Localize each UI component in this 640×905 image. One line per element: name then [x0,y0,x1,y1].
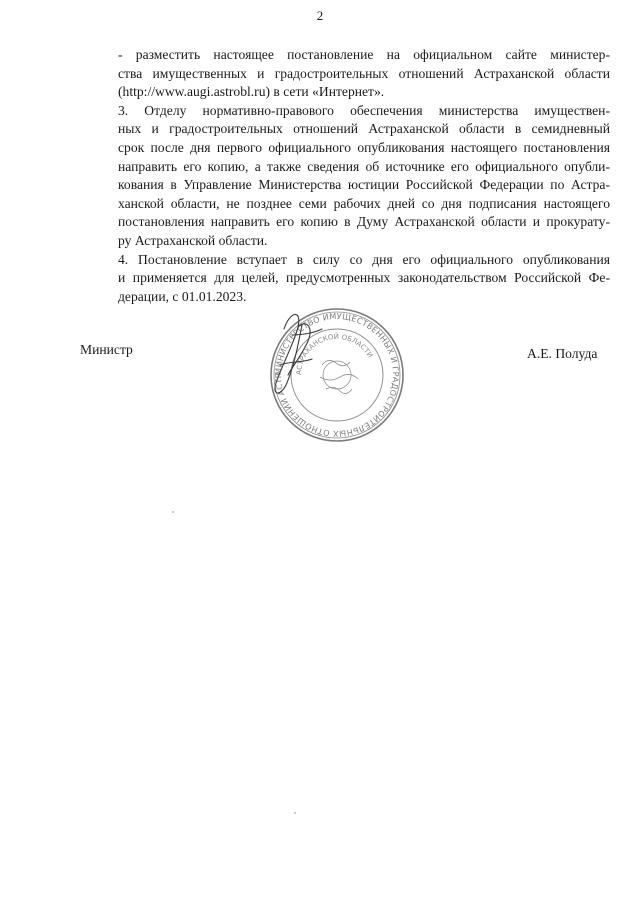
text-line: дерации, с 01.01.2023. [118,288,247,304]
seal-inner-text: АСТРАХАНСКОЙ ОБЛАСТИ [294,332,375,376]
document-body [80,46,610,306]
paragraph-item-4 [80,251,610,307]
paragraph-publish-website [80,46,610,102]
text-line: ства имущественных и градостроительных отношений Астраханской области [118,65,610,81]
seal-outer-text: МИНИСТЕРСТВО ИМУЩЕСТВЕННЫХ И ГРАДОСТРОИТЕЛЬНЫХ ОТНОШЕНИЙ АСТР [273,311,401,439]
text-line: и применяется для целей, предусмотренных законодательством Российской Фе- [118,270,610,286]
page-number: 2 [316,8,324,23]
text-line: ных и градостроительных отношений Астраханской области в семидневный [118,121,610,137]
text-line: срок после дня первого официального опубликования настоящего постановления [118,139,610,155]
text-line: кования в Управление Министерства юстиции Российской Федерации по Астра- [118,177,610,193]
text-line: направить его копию, а также сведения об источнике его официального опубли- [118,158,610,174]
scan-speck [294,812,296,814]
text-line: 4. Постановление вступает в силу со дня его официального опубликования [118,251,610,267]
scan-speck [172,511,174,513]
text-line: ру Астраханской области. [118,232,268,248]
text-line: постановления направить его копию в Думу Астраханской области и прокурату- [118,214,610,230]
signer-position: Министр [80,342,133,357]
seal-stamp-icon [262,305,412,445]
text-line: (http://www.augi.astrobl.ru) в сети «Интернет». [118,84,385,100]
paragraph-item-3 [80,102,610,251]
text-line: 3. Отделу нормативно-правового обеспечения министерства имуществен- [118,102,610,118]
svg-text:АСТРАХАНСКОЙ ОБЛАСТИ [295,332,374,375]
text-line: - разместить настоящее постановление на официальном сайте министер- [118,47,610,62]
official-seal [262,305,412,445]
text-line: ханской области, не позднее семи рабочих дней со дня подписания настоящего [118,195,610,211]
signer-name: А.Е. Полуда [527,346,598,361]
svg-text:МИНИСТЕРСТВО ИМУЩЕСТВЕННЫХ И Г [262,305,400,438]
